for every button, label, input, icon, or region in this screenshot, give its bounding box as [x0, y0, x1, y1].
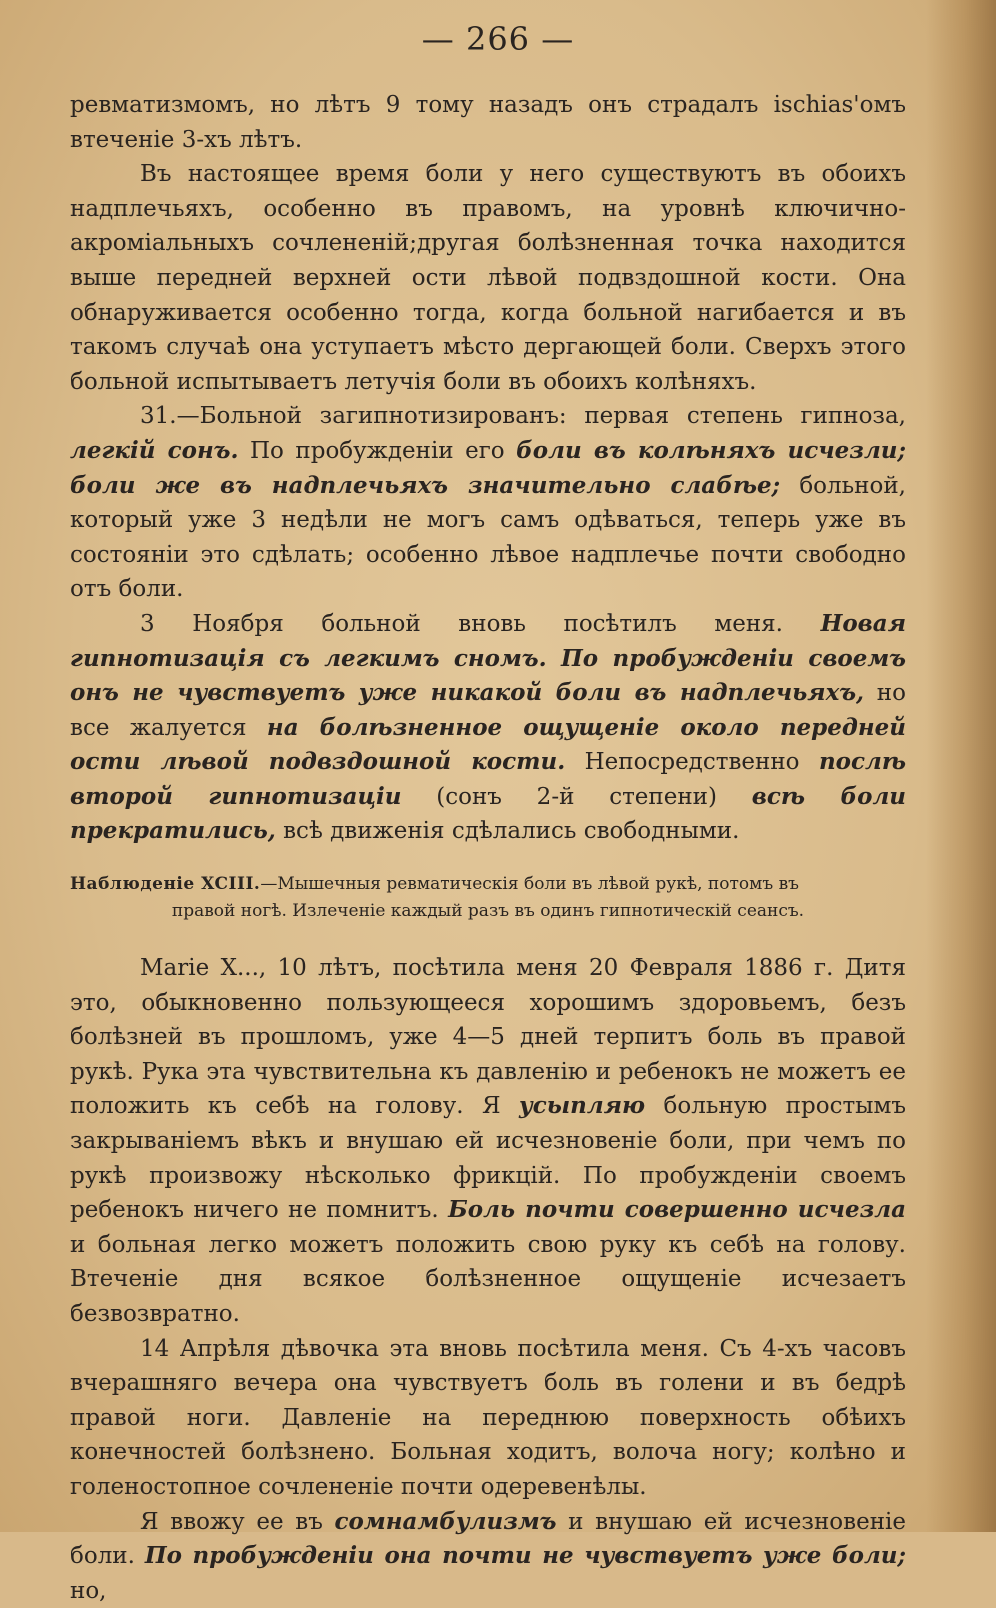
- paragraph-7: [70, 1505, 906, 1608]
- p3-italic-d: боли въ колѣняхъ исчезли; боли же въ надплечьяхъ значительно слабѣе;: [70, 436, 907, 499]
- p4-text-a: 3 Ноября больной вновь посѣтилъ меня.: [140, 610, 821, 637]
- p3-text-c: По пробужденіи его: [238, 437, 517, 464]
- observation-title: Наблюденіе XCIII.: [70, 874, 261, 895]
- p5-text-e: и больная легко можетъ положить свою руку къ себѣ на голову. Втеченіе дня всякое болѣзненное ощущеніе исчезаетъ безвозвратно.: [70, 1231, 906, 1327]
- p4-italic-h: всѣ боли прекратились,: [70, 782, 906, 845]
- page-edge-shadow: [926, 0, 996, 1532]
- p4-text-g: (сонъ 2-й степени): [401, 783, 752, 810]
- page-number: — 266 —: [421, 20, 575, 58]
- p3-text-a: 31.—Больной загипнотизированъ: первая степень гипноза,: [140, 403, 906, 430]
- paragraph-2: Въ настоящее время боли у него существуютъ въ обоихъ надплечьяхъ, особенно въ правомъ, на уровнѣ ключично-акроміальныхъ сочлененій;другая болѣзненная точка находится выше передней верхней ости лѣвой подвздошной кости. Она обнаруживается особенно тогда, когда больной нагибается и въ такомъ случаѣ она уступаетъ мѣсто дергающей боли. Сверхъ этого больной испытываетъ летучія боли въ обоихъ колѣняхъ.: [70, 161, 906, 395]
- paragraph-3: [70, 399, 906, 607]
- page-body: [70, 88, 906, 1608]
- p5-italic-b: усыпляю: [519, 1092, 646, 1120]
- paragraph-5: [70, 951, 906, 1332]
- p7-text-e: но,: [70, 1577, 107, 1604]
- p7-text-a: Я ввожу ее въ: [140, 1508, 335, 1535]
- paragraph-6: 14 Апрѣля дѣвочка эта вновь посѣтила меня. Съ 4-хъ часовъ вчерашняго вечера она чувствуетъ боль въ голени и въ бедрѣ правой ноги. Давленіе на переднюю поверхность обѣихъ конечностей болѣзнено. Больная ходитъ, волоча ногу; колѣно и голеностопное сочлененіе почти одеревенѣлы.: [70, 1335, 906, 1500]
- p3-italic-b: легкій сонъ.: [70, 436, 239, 464]
- p3-text-e: больной, который уже 3 недѣли не могъ самъ одѣваться, теперь уже въ состояніи это сдѣлать; особенно лѣвое надплечье почти свободно отъ боли.: [70, 472, 906, 603]
- p5-text-a: Marie X..., 10 лѣтъ, посѣтила меня 20 Февраля 1886 г. Дитя это, обыкновенно пользующееся хорошимъ здоровьемъ, безъ болѣзней въ прошломъ, уже 4—5 дней терпитъ боль въ правой рукѣ. Рука эта чувствительна къ давленію и ребенокъ не можетъ ее положить къ себѣ на голову. Я: [70, 955, 906, 1120]
- p4-italic-b: Новая гипнотизація съ легкимъ сномъ. По пробужденіи своемъ онъ не чувствуетъ уже никакой боли въ надплечьяхъ,: [70, 609, 906, 707]
- p7-text-c: и внушаю ей исчезновеніе боли.: [70, 1508, 906, 1570]
- p4-text-c: но все жалуется: [70, 680, 906, 741]
- p4-italic-f: послѣ второй гипнотизаціи: [70, 748, 906, 810]
- p5-italic-d: Боль почти совершенно исчезла: [448, 1196, 906, 1224]
- p5-text-c: больную простымъ закрываніемъ вѣкъ и внушаю ей исчезновеніе боли, при чемъ по рукѣ произвожу нѣсколько фрикцій. По пробужденіи своемъ ребенокъ ничего не помнитъ.: [70, 1093, 907, 1224]
- p7-italic-b: сомнамбулизмъ: [334, 1507, 557, 1535]
- p7-italic-d: По пробужденіи она почти не чувствуетъ уже боли;: [144, 1542, 906, 1570]
- observation-subtitle-line1: —Мышечныя ревматическія боли въ лѣвой рукѣ, потомъ въ: [260, 874, 799, 895]
- p4-italic-d: на болѣзненное ощущеніе около передней ости лѣвой подвздошной кости.: [70, 713, 907, 776]
- observation-subtitle-line2: правой ногѣ. Излеченіе каждый разъ въ одинъ гипнотическій сеансъ.: [171, 901, 805, 922]
- p4-text-i: всѣ движенія сдѣлались свободными.: [275, 818, 740, 845]
- paragraph-1: ревматизмомъ, но лѣтъ 9 тому назадъ онъ страдалъ ischias'омъ втеченіе 3-хъ лѣтъ.: [70, 92, 906, 153]
- p4-text-e: Непосредственно: [565, 749, 819, 776]
- observation-heading: [70, 871, 906, 925]
- paragraph-4: [70, 607, 906, 849]
